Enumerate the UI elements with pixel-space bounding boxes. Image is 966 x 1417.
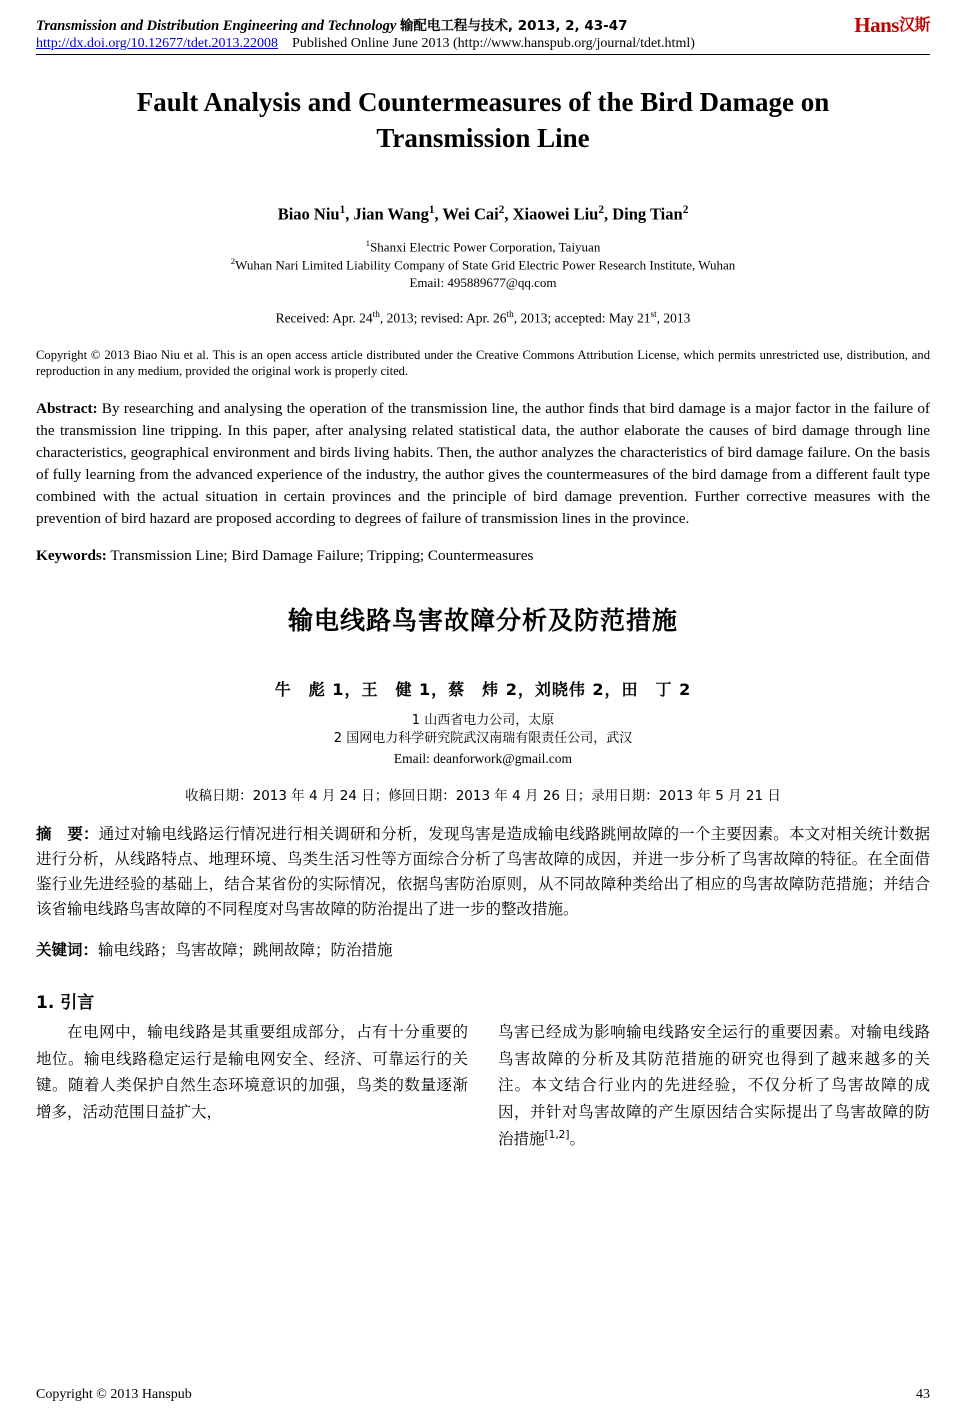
- author-list-cn: 牛 彪 1，王 健 1，蔡 炜 2，刘晓伟 2，田 丁 2: [274, 679, 692, 699]
- journal-title-en: Transmission and Distribution Engineering and Technology: [36, 18, 397, 34]
- page-title: Fault Analysis and Countermeasures of the Bird Damage on Transmission Line: [136, 87, 830, 153]
- affiliation-2: $^2$Wuhan Nari Limited Liability Company of State Grid Electric Power Research Institute, Wuhan: [230, 255, 736, 272]
- intro-paragraph-left: 在电网中，输电线路是其重要组成部分，占有十分重要的地位。输电线路稳定运行是输电网安全、经济、可靠运行的关键。随着人类保护自然生态环境意识的加强，鸟类的数量逐渐增多，活动范围日益扩大，: [36, 1023, 468, 1122]
- keywords-label: Keywords:: [36, 546, 107, 564]
- keywords-label-cn: 关键词：: [36, 941, 99, 960]
- abstract-label: Abstract:: [36, 400, 98, 418]
- abstract-paragraph: [36, 398, 930, 529]
- keywords-line-cn: [36, 938, 930, 960]
- body-column-right: [498, 1019, 930, 1152]
- intro-paragraph-right-end: 。: [569, 1129, 585, 1148]
- doi-link[interactable]: http://dx.doi.org/10.12677/tdet.2013.22008: [36, 36, 279, 51]
- section-heading-introduction: 1. 引言: [36, 993, 95, 1014]
- abstract-paragraph-cn: [36, 822, 930, 922]
- keywords-text: Transmission Line; Bird Damage Failure; Tripping; Countermeasures: [106, 546, 534, 564]
- logo-text-cn: 汉斯: [898, 15, 930, 34]
- page-header: [36, 14, 930, 55]
- keywords-line: [36, 547, 930, 565]
- journal-doi-line: [36, 36, 930, 52]
- intro-paragraph-right: [498, 1019, 930, 1152]
- abstract-text: By researching and analysing the operation of the transmission line, the author finds that bird damage is a major factor in the failure of the transmission line tripping. In this paper, after analysing related statistical data, the author elaborate the causes of bird damage through line characteristics, geographical environment and birds living habits. Then, the author analyzes the characteristics of bird damage failure. On the basis of fully learning from the advanced experience of the industry, the author gives the countermeasures of the bird damage from a different fault type combined with the actual situation in certain provinces and the principle of bird damage prevention. Further corrective measures with the prevention of bird hazard are proposed according to degrees of failure of transmission lines in the province.: [36, 400, 930, 527]
- abstract-text-cn: 通过对输电线路运行情况进行相关调研和分析，发现鸟害是造成输电线路跳闸故障的一个主要因素。本文对相关统计数据进行分析，从线路特点、地理环境、鸟类生活习性等方面综合分析了鸟害故障的成因，并进一步分析了鸟害故障的特征。在全面借鉴行业先进经验的基础上，结合某省份的实际情况，依据鸟害防治原则，从不同故障种类给出了相应的鸟害故障防范措施；并结合该省输电线路鸟害故障的不同程度对鸟害故障的防治提出了进一步的整改措施。: [36, 824, 930, 918]
- received-dates-cn: 收稿日期：2013 年 4 月 24 日；修回日期：2013 年 4 月 26 日；录用日期：2013 年 5 月 21 日: [185, 787, 781, 804]
- footer-page-number: 43: [916, 1387, 930, 1402]
- citation-ref: [1,2]: [544, 1128, 570, 1141]
- footer-copyright: Copyright © 2013 Hanspub: [36, 1387, 192, 1402]
- journal-title-line: [36, 14, 930, 35]
- copyright-note: Copyright © 2013 Biao Niu et al. This is an open access article distributed under the Creative Commons Attribution License, which permits unrestricted use, distribution, and reproduction in any medium, provided the original work is properly cited.: [36, 347, 930, 378]
- abstract-label-cn: 摘 要：: [36, 824, 99, 843]
- page-title-cn: 输电线路鸟害故障分析及防范措施: [287, 605, 678, 635]
- affiliation-cn-1: 1 山西省电力公司，太原: [411, 712, 555, 728]
- published-online-text: Published Online June 2013 (http://www.hanspub.org/journal/tdet.html): [292, 36, 695, 51]
- keywords-text-cn: 输电线路；鸟害故障；跳闸故障；防治措施: [98, 941, 393, 960]
- received-dates-en: Received: Apr. 24th, 2013; revised: Apr. 26th, 2013; accepted: May 21st, 2013: [275, 309, 691, 326]
- author-email-cn: Email: deanforwork@gmail.com: [393, 750, 573, 766]
- affiliation-1: $^1$Shanxi Electric Power Corporation, Taiyuan: [365, 237, 601, 255]
- body-columns: [36, 1019, 930, 1152]
- hans-logo: [854, 12, 930, 38]
- author-list: Biao Niu$^1$, Jian Wang$^1$, Wei Cai$^2$, Xiaowei Liu$^2$, Ding Tian$^2$: [277, 204, 689, 224]
- body-column-left: [36, 1019, 468, 1152]
- intro-paragraph-right-text: 鸟害已经成为影响输电线路安全运行的重要因素。对输电线路鸟害故障的分析及其防范措施的研究也得到了越来越多的关注。本文结合行业内的先进经验，不仅分析了鸟害故障的成因，并针对鸟害故障的产生原因结合实际提出了鸟害故障的防治措施: [498, 1023, 930, 1148]
- affiliations: [36, 238, 930, 291]
- logo-text-en: Hans: [854, 13, 899, 37]
- affiliations-cn: [36, 712, 930, 768]
- page-footer: [36, 1387, 930, 1403]
- journal-title-cn: 输配电工程与技术, 2013, 2, 43-47: [399, 18, 628, 34]
- author-email: Email: 495889677@qq.com: [409, 274, 557, 290]
- affiliation-cn-2: 2 国网电力科学研究院武汉南瑞有限责任公司，武汉: [333, 731, 633, 747]
